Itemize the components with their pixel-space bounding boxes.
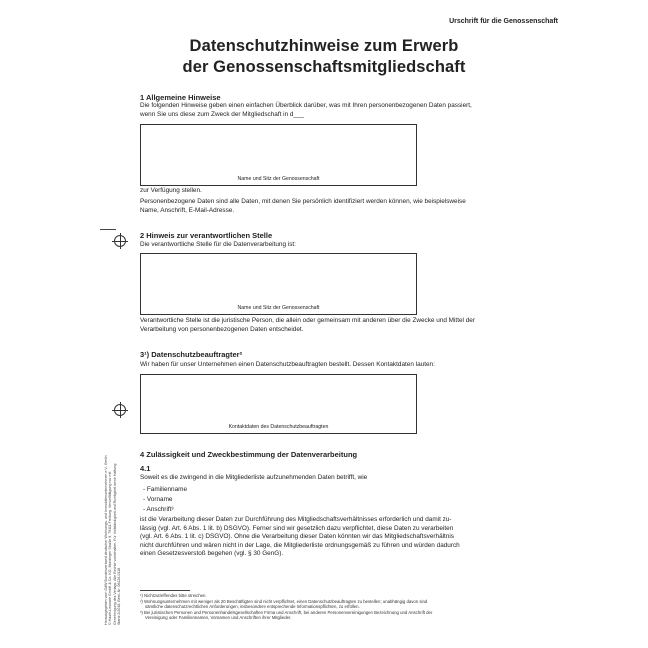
section-1-intro-line: Die folgenden Hinweise geben einen einfachen Überblick darüber, was mit Ihren personenbezogenen Daten passiert, — [140, 102, 472, 109]
section-4-1-heading: 4.1 — [140, 464, 151, 473]
footnote: ¹) Nichtzutreffendes bitte streichen. — [140, 593, 207, 598]
title-line-1: Datenschutzhinweise zum Erwerb — [189, 37, 459, 55]
section-4-body-line: (vgl. Art. 6 Abs. 1 lit. c) DSGVO). Ohne die Verarbeitung dieser Daten könnten wir das Mitgliedschaftsverhältnis — [140, 533, 454, 541]
section-1-definition — [140, 198, 515, 215]
list-item: - Familienname — [143, 486, 188, 493]
section-1-intro-line: wenn Sie uns diese zum Zweck der Mitgliedschaft in d___ — [140, 110, 305, 118]
imprint-line: Herausgegeben vom GdW Bundesverband deutscher Wohnungs- und Immobilienunternehmen e.V., Berlin — [104, 455, 108, 625]
imprint-line: Genehmigung des Verlags. Alle Rechte vorbehalten. Für Vollständigkeit und Richtigkeit keine Haftung. — [112, 462, 117, 625]
section-4-body-line: nicht durchführen und wären nicht in der Lage, die Mitgliederliste ordnungsgemäß zu führen und würden dadurch — [140, 541, 460, 549]
section-1-after-box: zur Verfügung stellen. — [140, 187, 202, 194]
section-4-body-line: einen Gesetzesverstoß begehen (vgl. § 30 GenG). — [140, 550, 284, 558]
verantwortliche-stelle-box[interactable] — [140, 253, 417, 315]
footnote: sämtliche datenschutzrechtlichen Anforderungen, insbesondere entsprechende Informationspflichten, zu erfüllen. — [145, 604, 360, 610]
section-4-heading: 4 Zulässigkeit und Zweckbestimmung der Datenverarbeitung — [140, 450, 358, 459]
section-2-after-box-line: Verarbeitung von personenbezogenen Daten entscheidet. — [140, 325, 304, 333]
genossenschaft-name-box[interactable] — [140, 124, 417, 186]
footnote: ³) Bei juristischen Personen und Personenhandelsgesellschaften Firma und Anschrift, bei anderen Personenvereinigungen Bezeichnung und Anschrift der — [140, 609, 433, 615]
section-4-body — [140, 516, 520, 559]
section-2-heading: 2 Hinweis zur verantwortlichen Stelle — [140, 231, 273, 240]
box-label: Name und Sitz der Genossenschaft — [237, 305, 320, 311]
section-4-intro: Soweit es die zwingend in die Mitgliederliste aufzunehmenden Daten betrifft, wie — [140, 474, 368, 481]
registration-mark-icon — [114, 235, 126, 247]
registration-mark-icon — [114, 404, 126, 416]
datenschutzbeauftragter-box[interactable] — [140, 374, 417, 434]
section-1-definition-line: Personenbezogene Daten sind alle Daten, mit denen Sie persönlich identifiziert werden können, wie beispielsweise — [140, 198, 466, 205]
list-item: - Anschrift³ — [143, 506, 174, 513]
section-4-body-line: ist die Verarbeitung dieser Daten zur Durchführung des Mitgliedschaftsverhältnisses erforderlich und damit zu- — [140, 516, 452, 523]
footnote: Vereinigung oder Familiennamen, Vornamen und Anschriften ihrer Mitglieder. — [145, 615, 292, 621]
section-1-intro — [140, 102, 515, 119]
imprint-line: © Haufe-Lexware GmbH & Co. KG, Munzinger Straße 9, 79111 Freiburg. Vervielfältigung nur mit — [108, 471, 113, 625]
original-copy-label: Urschrift für die Genossenschaft — [449, 18, 558, 25]
list-item: - Vorname — [143, 496, 173, 503]
box-label: Name und Sitz der Genossenschaft — [237, 176, 320, 182]
title-line-2: der Genossenschaftsmitgliedschaft — [182, 58, 466, 76]
section-1-heading: 1 Allgemeine Hinweise — [140, 93, 221, 102]
section-3-intro: Wir haben für unser Unternehmen einen Datenschutzbeauftragten bestellt. Dessen Kontaktdaten lauten: — [140, 361, 435, 368]
imprint-line: Stand 2/2018, Best.-Nr. 06226-0118 — [116, 567, 121, 625]
section-4-body-line: lässig (vgl. Art. 6 Abs. 1 lit. b) DSGVO). Ferner sind wir gesetzlich dazu verpflichtet, diese Daten zu verarbeiten — [140, 524, 454, 532]
box-label: Kontaktdaten des Datenschutzbeauftragten — [228, 424, 329, 430]
footnote: ²) Wohnungsunternehmen mit weniger als 20 Beschäftigten sind nicht verpflichtet, einen Datenschutzbeauftragten zu bestellen; unabhängig davon sind — [140, 598, 428, 604]
section-2-after-box — [140, 317, 520, 334]
section-1-definition-line: Name, Anschrift, E-Mail-Adresse. — [140, 206, 235, 214]
section-3-heading: 3¹) Datenschutzbeauftragter² — [140, 350, 243, 359]
section-2-after-box-line: Verantwortliche Stelle ist die juristische Person, die allein oder gemeinsam mit anderen über die Zwecke und Mittel der — [140, 317, 475, 324]
section-2-intro: Die verantwortliche Stelle für die Datenverarbeitung ist: — [140, 241, 296, 248]
footnote-divider — [140, 590, 190, 591]
fold-mark — [100, 229, 116, 230]
publisher-imprint — [104, 445, 121, 625]
footnotes — [140, 593, 510, 621]
